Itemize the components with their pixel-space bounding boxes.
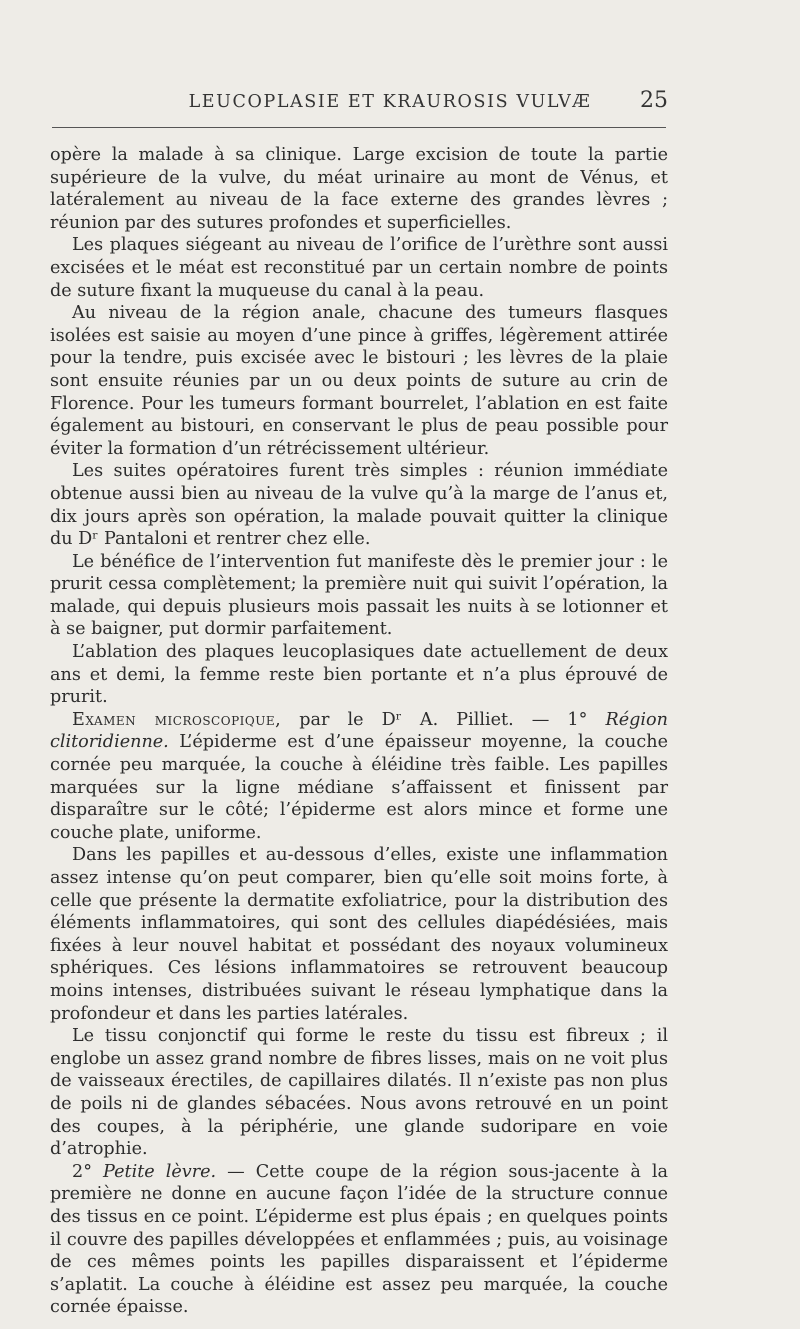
paragraph: Dans les papilles et au-dessous d’elles, existe une inflammation assez intense qu’on peut comparer, bien qu’elle soit moins forte, à celle que présente la dermatite exfoliatrice, pour la distribution des éléments inflammatoires, qui sont des cellules diapédésiées, mais fixées à leur nouvel habitat et possédant des noyaux volumineux sphériques. Ces lésions inflammatoires se retrouvent beaucoup moins intenses, distribuées suivant le réseau lymphatique dans la profondeur et dans les parties latérales. bbox=[50, 845, 668, 1024]
page-header bbox=[50, 88, 668, 118]
body-text bbox=[50, 144, 668, 1319]
section-number: 2° bbox=[72, 1161, 104, 1182]
paragraph-section-2 bbox=[50, 1161, 668, 1319]
paragraph: L’ablation des plaques leucoplasiques date actuellement de deux ans et demi, la femme reste bien portante et n’a plus éprouvé de prurit. bbox=[50, 642, 668, 708]
paragraph-body: — Cette coupe de la région sous-jacente à la première ne donne en aucune façon l’idée de la structure connue des tissus en ce point. L’épiderme est plus épais ; en quelques points il couvre des papilles développées et enflammées ; puis, au voisinage de ces mêmes points les papilles disparaissent et l’épiderme s’aplatit. La couche à éléidine est assez peu marquée, la couche cornée épaisse. bbox=[50, 1161, 668, 1318]
paragraph: Le tissu conjonctif qui forme le reste du tissu est fibreux ; il englobe un assez grand nombre de fibres lisses, mais on ne voit plus de vaisseaux érectiles, de capillaires dilatés. Il n’existe pas non plus de poils ni de glandes sébacées. Nous avons retrouvé en un point des coupes, à la périphérie, une glande sudoripare en voie d’atrophie. bbox=[50, 1026, 668, 1160]
paragraph-body: L’épiderme est d’une épaisseur moyenne, la couche cornée peu marquée, la couche à éléidine très faible. Les papilles marquées sur la ligne médiane s’affaissent et finissent par disparaître sur le côté; l’épiderme est alors mince et forme une couche plate, uniforme. bbox=[50, 732, 668, 843]
section-title: Région clitoridienne. bbox=[50, 709, 668, 753]
section-title: Petite lèvre. bbox=[103, 1161, 217, 1182]
paragraph: Les plaques siégeant au niveau de l’orifice de l’urèthre sont aussi excisées et le méat est reconstitué par un certain nombre de points de suture fixant la muqueuse du canal à la peau. bbox=[50, 235, 668, 301]
running-title: LEUCOPLASIE ET KRAUROSIS VULVÆ bbox=[188, 92, 592, 112]
paragraph: Les suites opératoires furent très simples : réunion immédiate obtenue aussi bien au niveau de la vulve qu’à la marge de l’anus et, dix jours après son opération, la malade pouvait quitter la clinique du Dʳ Pantaloni et rentrer chez elle. bbox=[50, 461, 668, 550]
paragraph-exam bbox=[50, 709, 668, 845]
exam-author: par le Dʳ A. Pilliet. — 1° bbox=[281, 709, 606, 730]
paragraph: Le bénéfice de l’intervention fut manifeste dès le premier jour : le prurit cessa complètement; la première nuit qui suivit l’opération, la malade, qui depuis plusieurs mois passait les nuits à se lotionner et à se baigner, put dormir parfaitement. bbox=[50, 551, 668, 640]
page-number: 25 bbox=[640, 88, 668, 113]
header-rule bbox=[52, 127, 666, 128]
paragraph: opère la malade à sa clinique. Large excision de toute la partie supérieure de la vulve, du méat urinaire au mont de Vénus, et latéralement au niveau de la face externe des grandes lèvres ; réunion par des sutures profondes et superficielles. bbox=[50, 145, 668, 233]
exam-heading: Examen microscopique, bbox=[72, 709, 282, 730]
paragraph: Au niveau de la région anale, chacune des tumeurs flasques isolées est saisie au moyen d’une pince à griffes, légèrement attirée pour la tendre, puis excisée avec le bistouri ; les lèvres de la plaie sont ensuite réunies par un ou deux points de suture au crin de Florence. Pour les tumeurs formant bourrelet, l’ablation en est faite également au bistouri, en conservant le plus de peau possible pour éviter la formation d’un rétrécissement ultérieur. bbox=[50, 303, 668, 459]
